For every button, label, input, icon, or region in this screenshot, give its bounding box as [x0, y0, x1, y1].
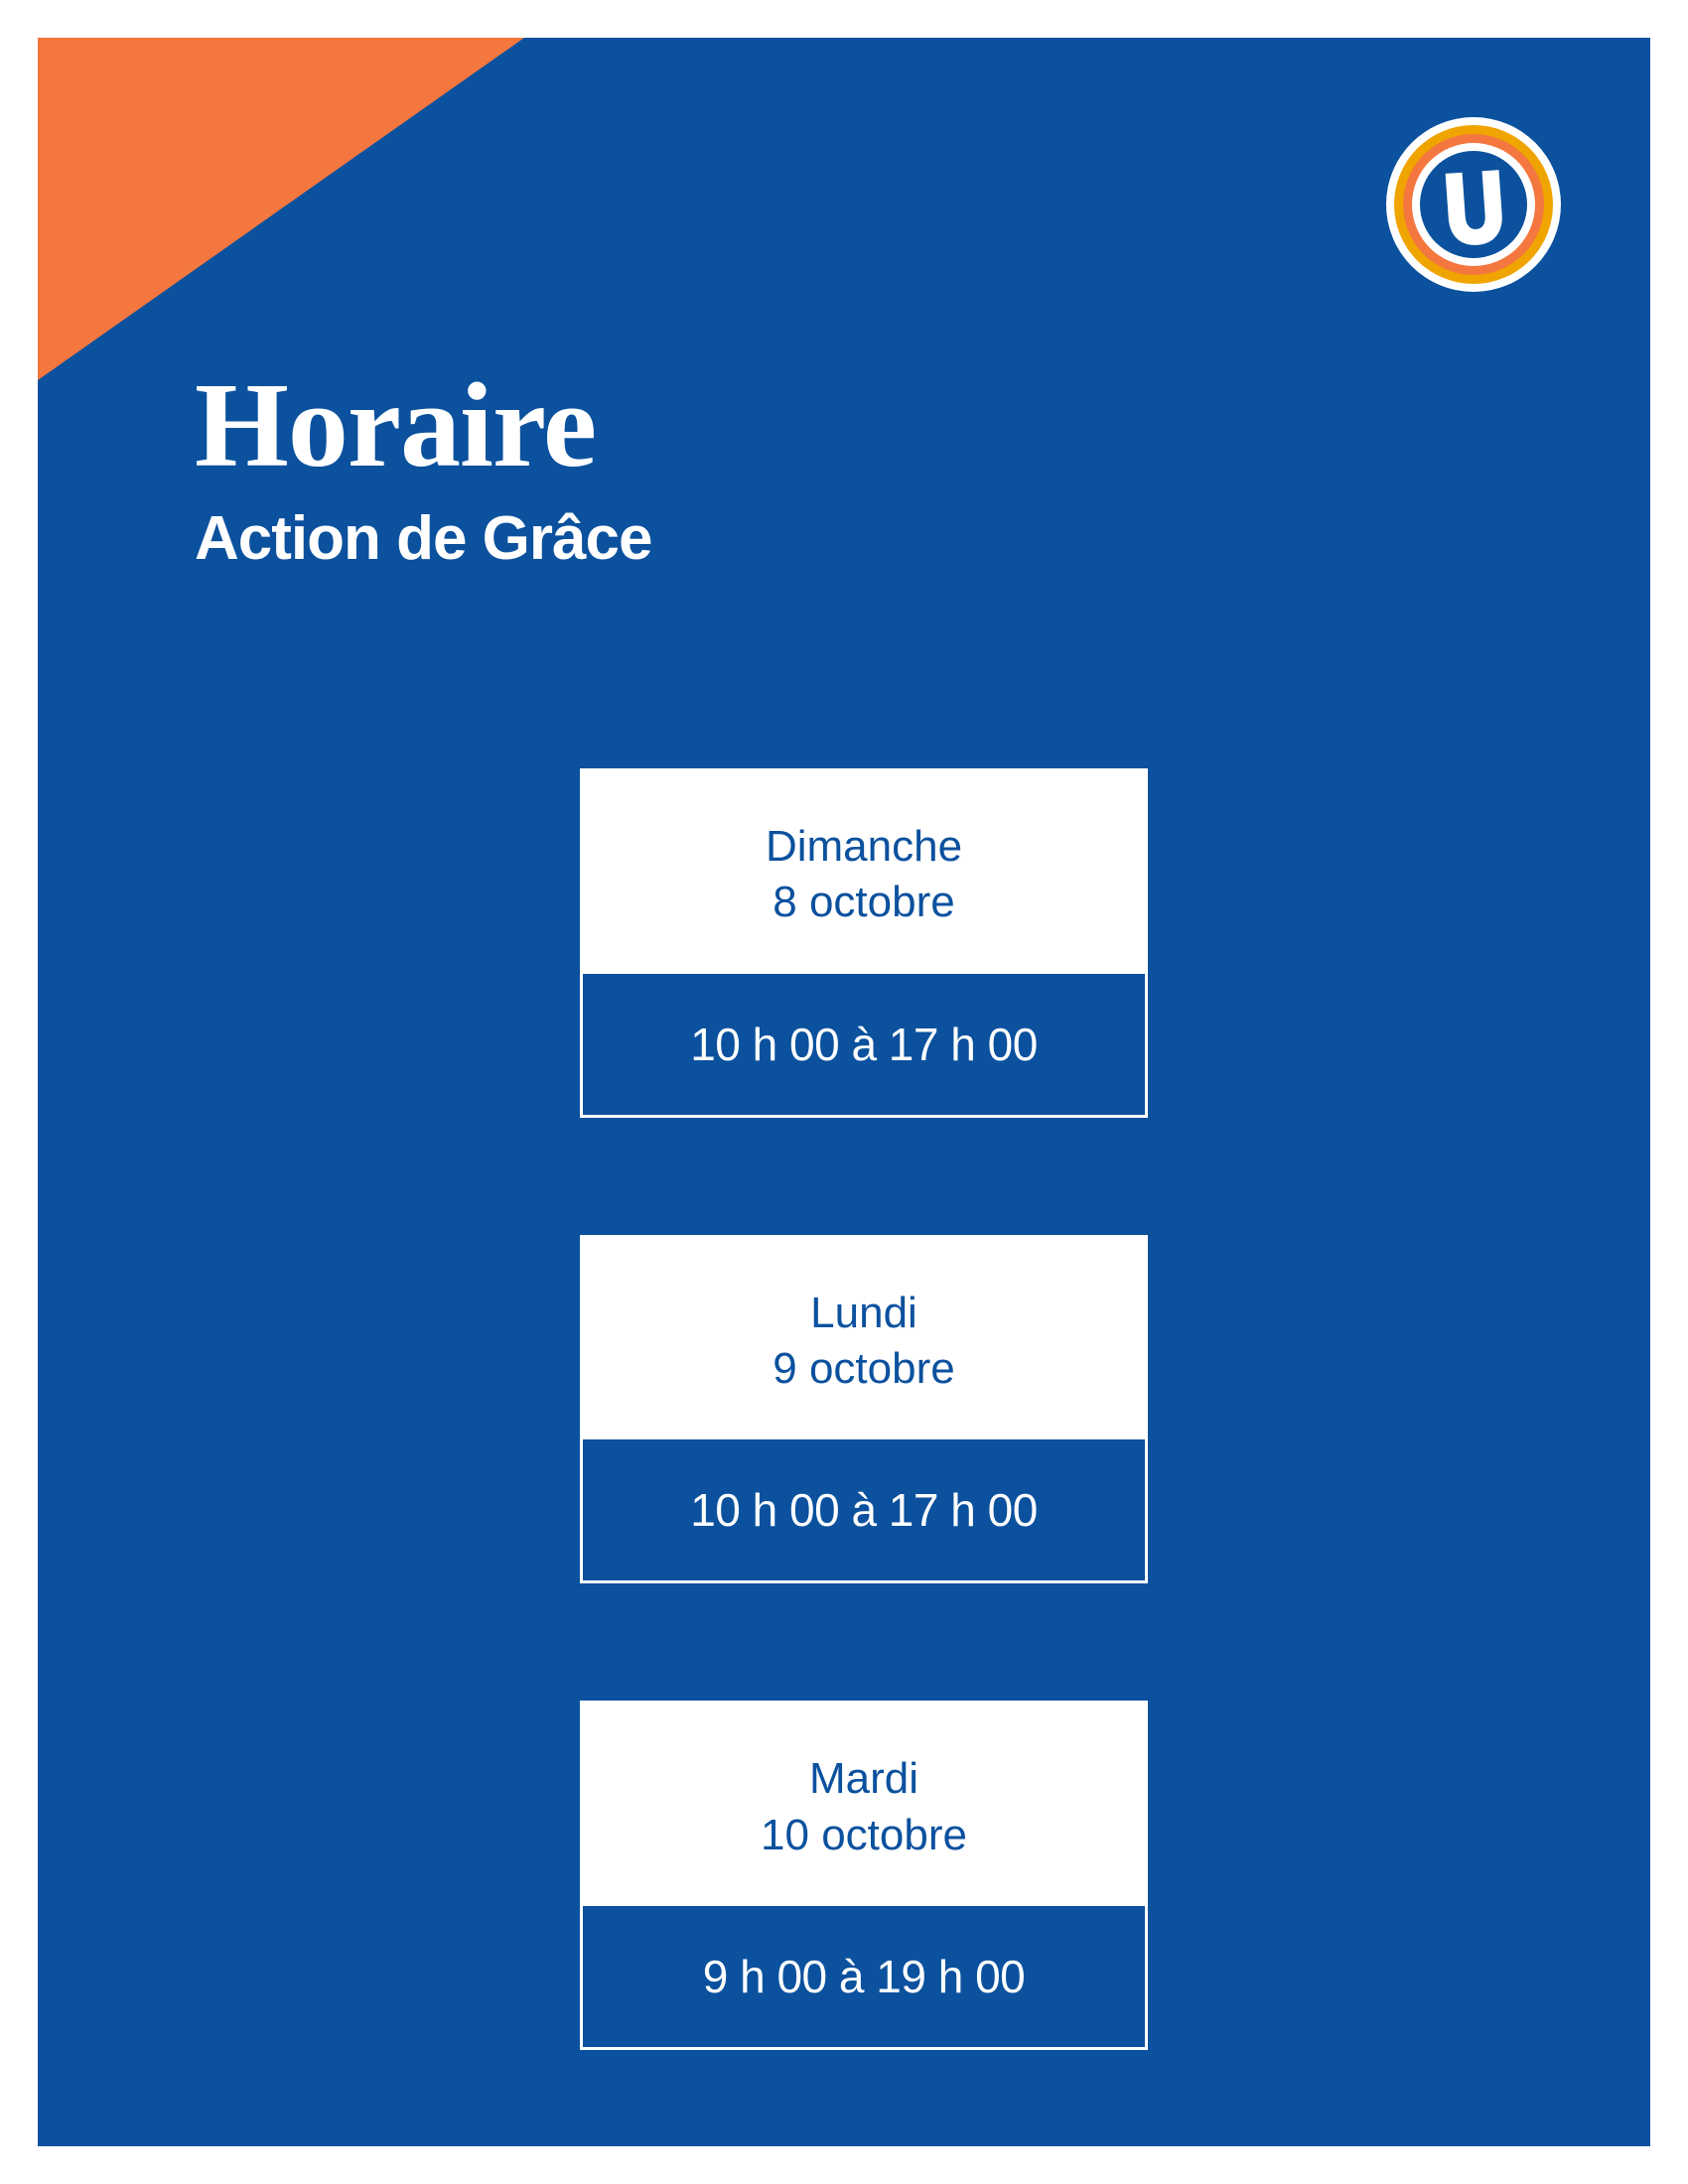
schedule-day: Lundi [810, 1288, 917, 1337]
schedule-hours: 9 h 00 à 19 h 00 [580, 1906, 1148, 2050]
schedule-date: 9 octobre [773, 1343, 955, 1393]
poster [38, 38, 1650, 2146]
schedule-day: Dimanche [765, 822, 963, 871]
schedule-hours: 10 h 00 à 17 h 00 [580, 1439, 1148, 1583]
u-logo [1384, 115, 1563, 294]
schedule-card-header [580, 1235, 1148, 1440]
orange-corner-banner [38, 38, 524, 380]
schedule-day: Mardi [808, 1754, 919, 1804]
page-title: Horaire [195, 358, 597, 492]
schedule-card [580, 768, 1148, 1118]
schedule-card [580, 1235, 1148, 1584]
schedule-card-header [580, 1701, 1148, 1906]
page-subtitle: Action de Grâce [195, 504, 652, 573]
title-block [195, 358, 1386, 573]
schedule-date: 8 octobre [773, 878, 955, 927]
schedule-card-header [580, 768, 1148, 974]
schedule-hours: 10 h 00 à 17 h 00 [580, 974, 1148, 1118]
schedule-date: 10 octobre [761, 1810, 967, 1859]
schedule-card [580, 1701, 1148, 2050]
schedule-list [580, 768, 1148, 2050]
